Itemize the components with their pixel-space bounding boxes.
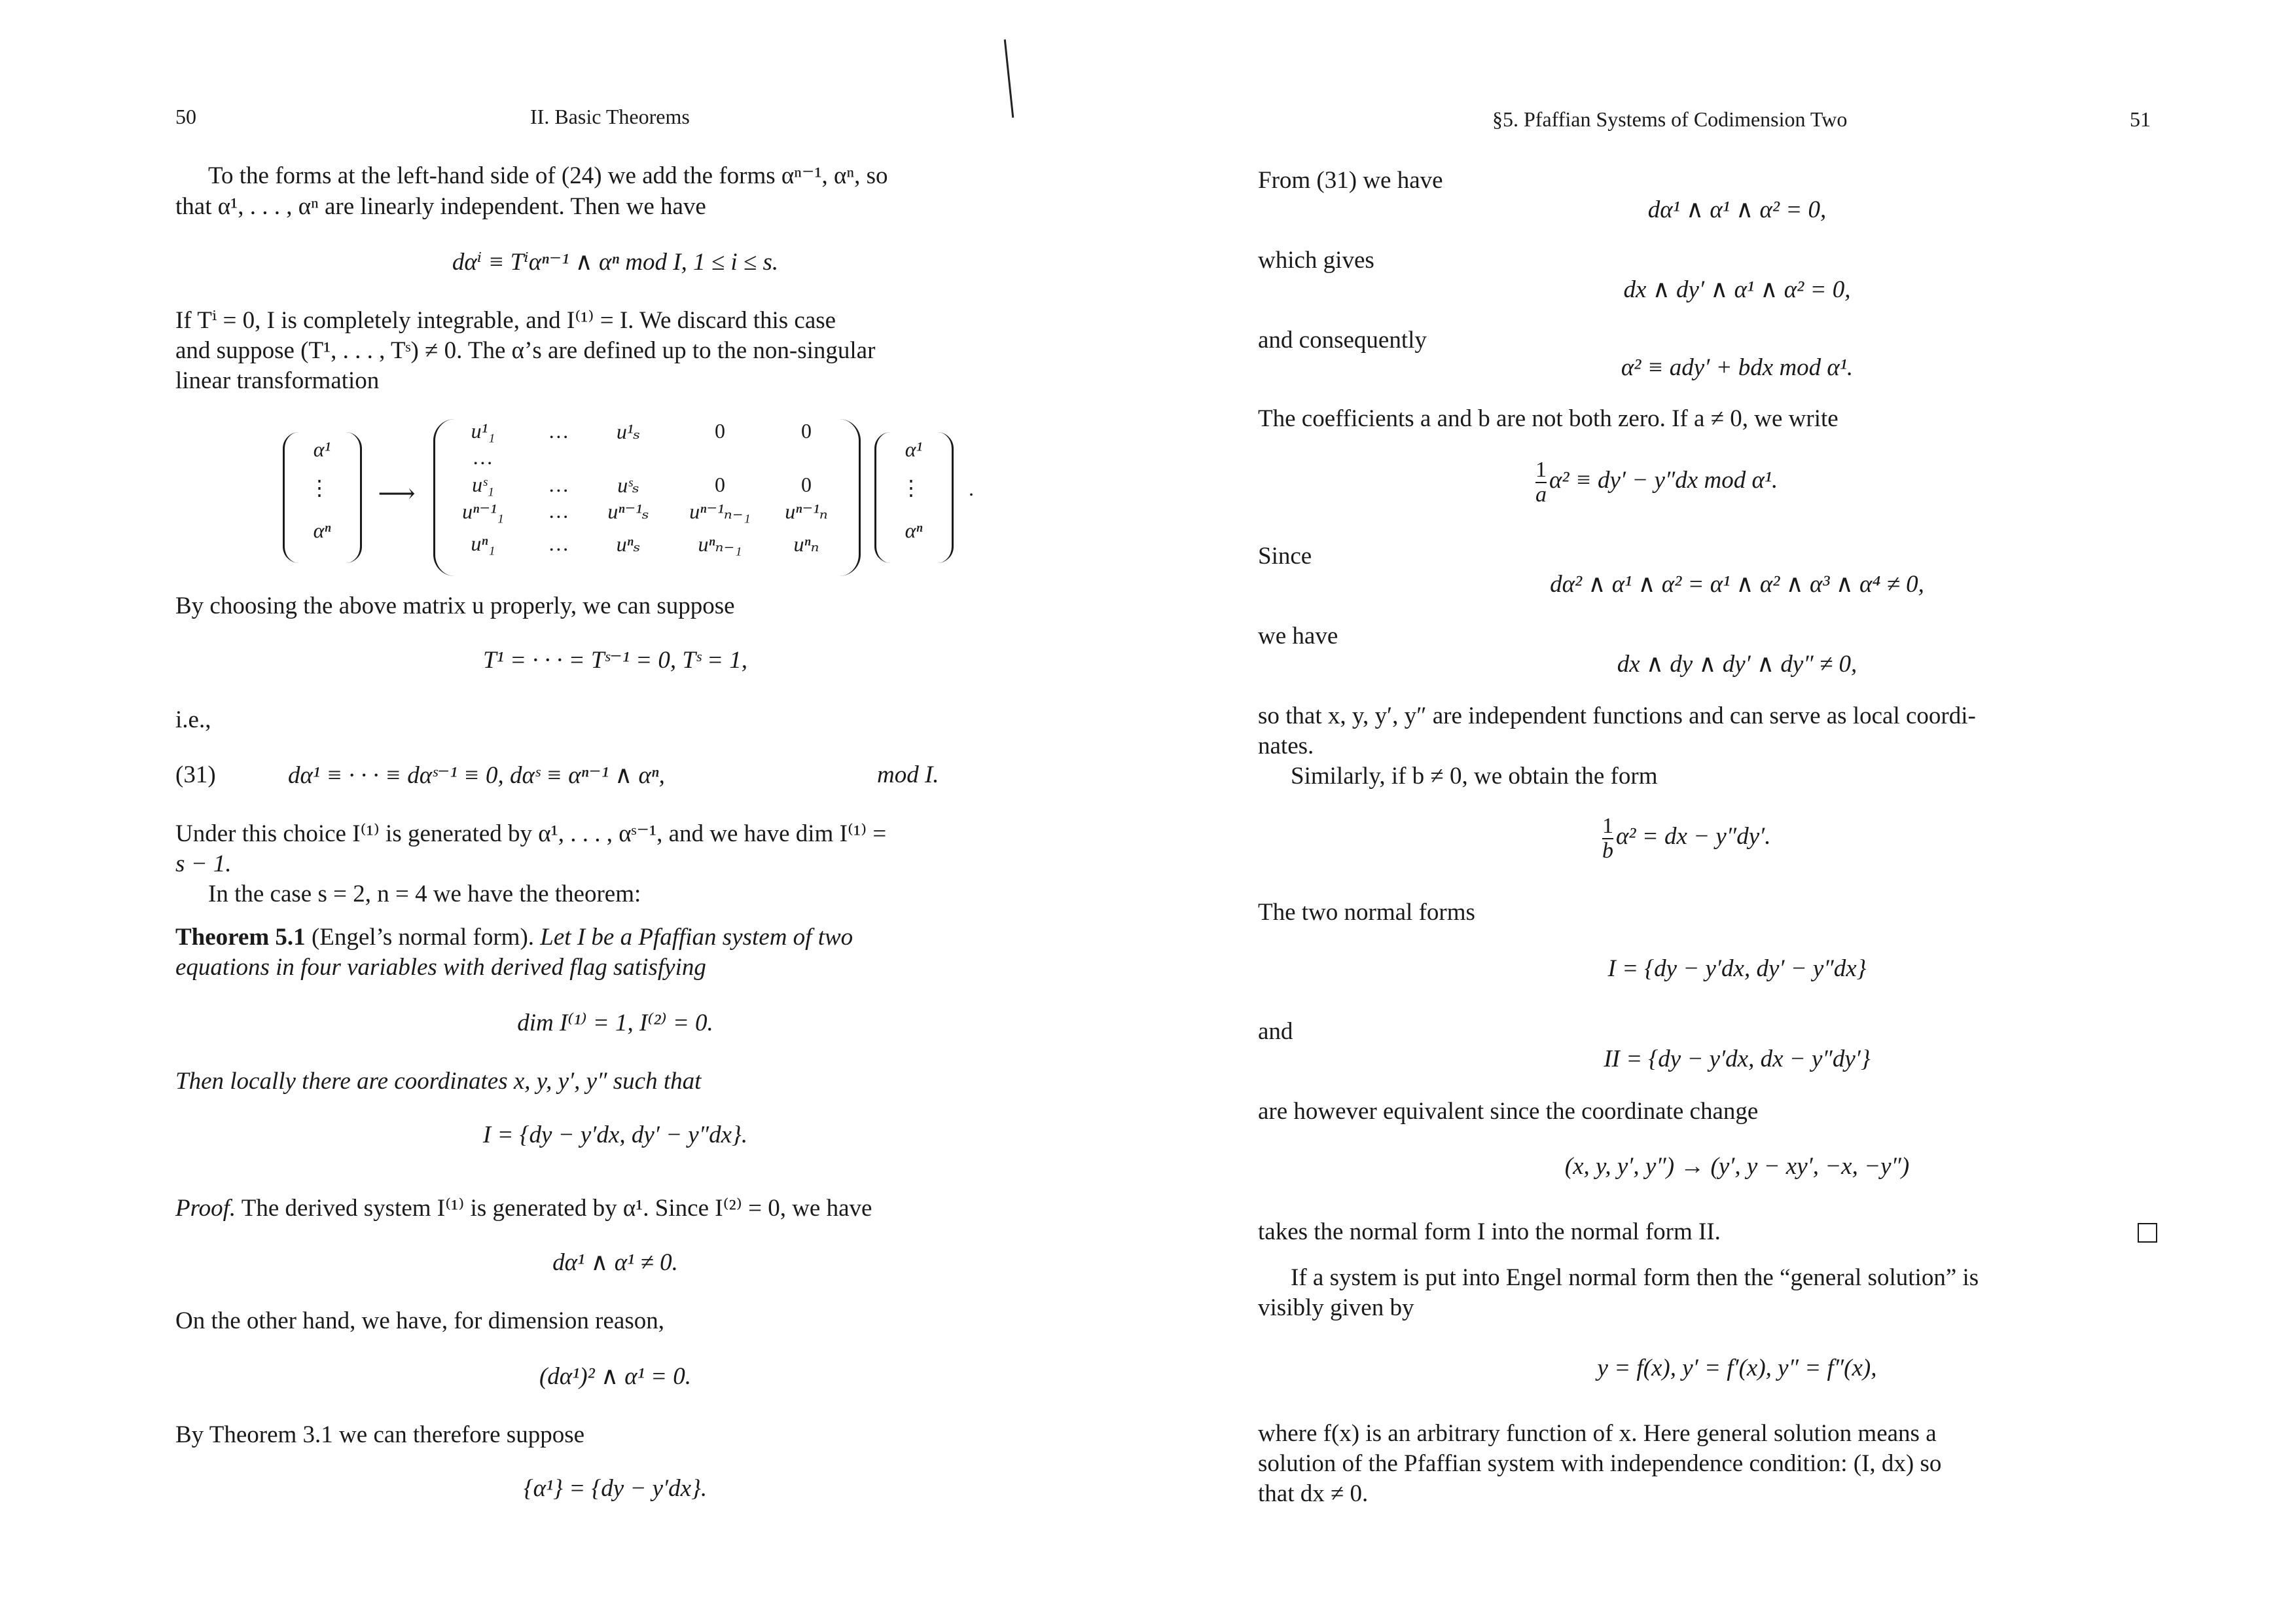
theorem-line: equations in four variables with derived flag satisfying bbox=[175, 954, 706, 981]
theorem-line: Then locally there are coordinates x, y, y′, y″ such that bbox=[175, 1068, 702, 1095]
equation: dα¹ ≡ · · · ≡ dαˢ⁻¹ ≡ 0, dαˢ ≡ αⁿ⁻¹ ∧ αⁿ, bbox=[288, 762, 665, 789]
paragraph-line: that dx ≠ 0. bbox=[1258, 1480, 1369, 1507]
paragraph-line: takes the normal form I into the normal form II. bbox=[1258, 1218, 1721, 1245]
vector-entry: α¹ bbox=[905, 437, 923, 461]
vector-dots: ⋮ bbox=[901, 476, 922, 500]
equation: (x, y, y′, y″) → (y′, y − xy′, −x, −y″) bbox=[1564, 1153, 1910, 1180]
equation-label: (31) bbox=[175, 761, 216, 788]
paragraph-line: Under this choice I⁽¹⁾ is generated by α¹, . . . , αˢ⁻¹, and we have dim I⁽¹⁾ = bbox=[175, 820, 887, 847]
matrix-cell: uⁿ₁ bbox=[471, 532, 495, 555]
paragraph-line: and bbox=[1258, 1018, 1293, 1045]
matrix-cell: uˢ₁ bbox=[472, 473, 494, 496]
equation: T¹ = · · · = Tˢ⁻¹ = 0, Tˢ = 1, bbox=[483, 647, 747, 674]
paragraph-line: On the other hand, we have, for dimension reason, bbox=[175, 1307, 664, 1334]
paragraph-line: and suppose (T¹, . . . , Tˢ) ≠ 0. The α’s are defined up to the non-singular bbox=[175, 337, 876, 364]
equation: dαⁱ ≡ Tⁱαⁿ⁻¹ ∧ αⁿ mod I, 1 ≤ i ≤ s. bbox=[452, 249, 779, 276]
matrix-cell: 0 bbox=[801, 473, 812, 496]
equation-body: α² ≡ dy′ − y″dx mod α¹. bbox=[1549, 467, 1778, 494]
fraction-denominator: b bbox=[1602, 838, 1613, 863]
paragraph-line: In the case s = 2, n = 4 we have the theorem: bbox=[208, 881, 641, 907]
paragraph-line: Similarly, if b ≠ 0, we obtain the form bbox=[1291, 763, 1658, 790]
theorem-name: (Engel’s normal form). bbox=[311, 924, 535, 951]
paragraph-line: From (31) we have bbox=[1258, 167, 1443, 194]
equation: dx ∧ dy ∧ dy′ ∧ dy″ ≠ 0, bbox=[1617, 651, 1857, 678]
scan-artifact bbox=[1004, 39, 1014, 118]
matrix-cell: uⁿ⁻¹ₙ₋₁ bbox=[689, 500, 751, 523]
vector-entry: α¹ bbox=[313, 437, 331, 461]
paragraph-line: visibly given by bbox=[1258, 1294, 1414, 1321]
matrix-cell: uⁿ⁻¹ₙ bbox=[785, 500, 828, 523]
vector-dots: ⋮ bbox=[309, 476, 330, 500]
theorem-label: Theorem 5.1 bbox=[175, 924, 306, 951]
paragraph-line: To the forms at the left-hand side of (24) we add the forms αⁿ⁻¹, αⁿ, so bbox=[208, 162, 888, 189]
paragraph-line: s − 1. bbox=[175, 850, 232, 877]
theorem-text: Let I be a Pfaffian system of two bbox=[540, 924, 853, 951]
matrix-cell: uⁿ⁻¹ₛ bbox=[607, 500, 649, 523]
proof-line bbox=[175, 1193, 872, 1224]
paragraph-line: are however equivalent since the coordinate change bbox=[1258, 1098, 1759, 1125]
paragraph-line: linear transformation bbox=[175, 367, 380, 394]
paragraph-line: i.e., bbox=[175, 706, 211, 733]
vector-entry: αⁿ bbox=[905, 519, 923, 542]
paragraph-line: By choosing the above matrix u properly, we can suppose bbox=[175, 593, 735, 619]
equation: I = {dy − y′dx, dy′ − y″dx}. bbox=[482, 1122, 748, 1148]
matrix-cell: uⁿₛ bbox=[616, 532, 641, 556]
page-number: 50 bbox=[175, 105, 196, 128]
matrix-cell: 0 bbox=[801, 419, 812, 443]
equation: dα¹ ∧ α¹ ∧ α² = 0, bbox=[1647, 196, 1827, 223]
paragraph-line: If a system is put into Engel normal form then the “general solution” is bbox=[1291, 1264, 1979, 1291]
equation: α² ≡ ady′ + bdx mod α¹. bbox=[1621, 354, 1854, 381]
equation: II = {dy − y′dx, dx − y″dy′} bbox=[1604, 1046, 1871, 1072]
matrix-cell: u¹₁ bbox=[471, 419, 495, 443]
matrix-cell: uⁿ⁻¹₁ bbox=[462, 500, 504, 523]
equation: dα² ∧ α¹ ∧ α² = α¹ ∧ α² ∧ α³ ∧ α⁴ ≠ 0, bbox=[1550, 571, 1924, 598]
proof-label: Proof. bbox=[175, 1195, 236, 1222]
equation: dim I⁽¹⁾ = 1, I⁽²⁾ = 0. bbox=[517, 1010, 713, 1036]
theorem-line bbox=[175, 922, 853, 953]
right-page bbox=[1148, 0, 2296, 1623]
matrix-cell: 0 bbox=[715, 419, 725, 443]
right-paren bbox=[937, 432, 954, 563]
running-head: II. Basic Theorems bbox=[530, 105, 690, 128]
matrix-cell: … bbox=[549, 499, 569, 522]
paragraph-line: The coefficients a and b are not both zero. If a ≠ 0, we write bbox=[1258, 405, 1839, 432]
equation: {α¹} = {dy − y′dx}. bbox=[523, 1475, 708, 1502]
matrix-cell: uˢₛ bbox=[617, 473, 639, 497]
paragraph-line: By Theorem 3.1 we can therefore suppose bbox=[175, 1421, 585, 1448]
running-head: §5. Pfaffian Systems of Codimension Two bbox=[1492, 107, 1848, 131]
paragraph-line: Since bbox=[1258, 543, 1312, 570]
equation: (dα¹)² ∧ α¹ = 0. bbox=[539, 1363, 692, 1390]
matrix-period: . bbox=[969, 477, 974, 500]
matrix-cell: … bbox=[549, 532, 569, 555]
equation: dx ∧ dy′ ∧ α¹ ∧ α² = 0, bbox=[1623, 276, 1851, 303]
equation-mod: mod I. bbox=[877, 761, 939, 788]
left-paren bbox=[283, 432, 299, 563]
matrix-cell: … bbox=[549, 419, 569, 443]
equation: I = {dy − y′dx, dy′ − y″dx} bbox=[1607, 955, 1867, 982]
paragraph-line: that α¹, . . . , αⁿ are linearly independent. Then we have bbox=[175, 193, 706, 220]
matrix-cell: … bbox=[473, 445, 493, 469]
right-paren bbox=[346, 432, 362, 563]
paragraph-line: where f(x) is an arbitrary function of x. Here general solution means a bbox=[1258, 1420, 1937, 1447]
paragraph-line: we have bbox=[1258, 623, 1338, 649]
equation-body: α² = dx − y″dy′. bbox=[1616, 823, 1771, 850]
matrix-cell: uⁿₙ₋₁ bbox=[698, 532, 742, 556]
fraction-numerator: 1 bbox=[1535, 458, 1547, 482]
equation bbox=[1535, 458, 1778, 506]
matrix-cell: … bbox=[549, 473, 569, 496]
matrix-right-paren bbox=[839, 419, 861, 576]
paragraph-line: and consequently bbox=[1258, 327, 1427, 354]
matrix-cell: uⁿₙ bbox=[793, 532, 819, 556]
left-paren bbox=[874, 432, 891, 563]
vector-entry: αⁿ bbox=[313, 519, 331, 542]
fraction-denominator: a bbox=[1535, 482, 1547, 507]
equation bbox=[1602, 814, 1770, 862]
proof-text: The derived system I⁽¹⁾ is generated by α¹. Since I⁽²⁾ = 0, we have bbox=[241, 1195, 872, 1222]
equation: dα¹ ∧ α¹ ≠ 0. bbox=[552, 1249, 678, 1276]
fraction-numerator: 1 bbox=[1602, 814, 1613, 838]
paragraph-line: solution of the Pfaffian system with independence condition: (I, dx) so bbox=[1258, 1450, 1942, 1477]
page-number: 51 bbox=[2130, 107, 2151, 131]
matrix-cell: u¹ₛ bbox=[616, 420, 641, 443]
paragraph-line: which gives bbox=[1258, 247, 1374, 274]
paragraph-line: If Tⁱ = 0, I is completely integrable, and I⁽¹⁾ = I. We discard this case bbox=[175, 307, 836, 334]
fraction bbox=[1535, 458, 1547, 506]
matrix-left-paren bbox=[433, 419, 455, 576]
qed-box bbox=[2138, 1223, 2157, 1243]
equation: y = f(x), y′ = f′(x), y″ = f″(x), bbox=[1597, 1355, 1877, 1381]
paragraph-line: The two normal forms bbox=[1258, 899, 1475, 926]
matrix-cell: 0 bbox=[715, 473, 725, 496]
fraction bbox=[1602, 814, 1613, 862]
paragraph-line: nates. bbox=[1258, 733, 1314, 759]
arrow: ⟶ bbox=[378, 479, 416, 508]
paragraph-line: so that x, y, y′, y″ are independent functions and can serve as local coordi- bbox=[1258, 702, 1976, 729]
